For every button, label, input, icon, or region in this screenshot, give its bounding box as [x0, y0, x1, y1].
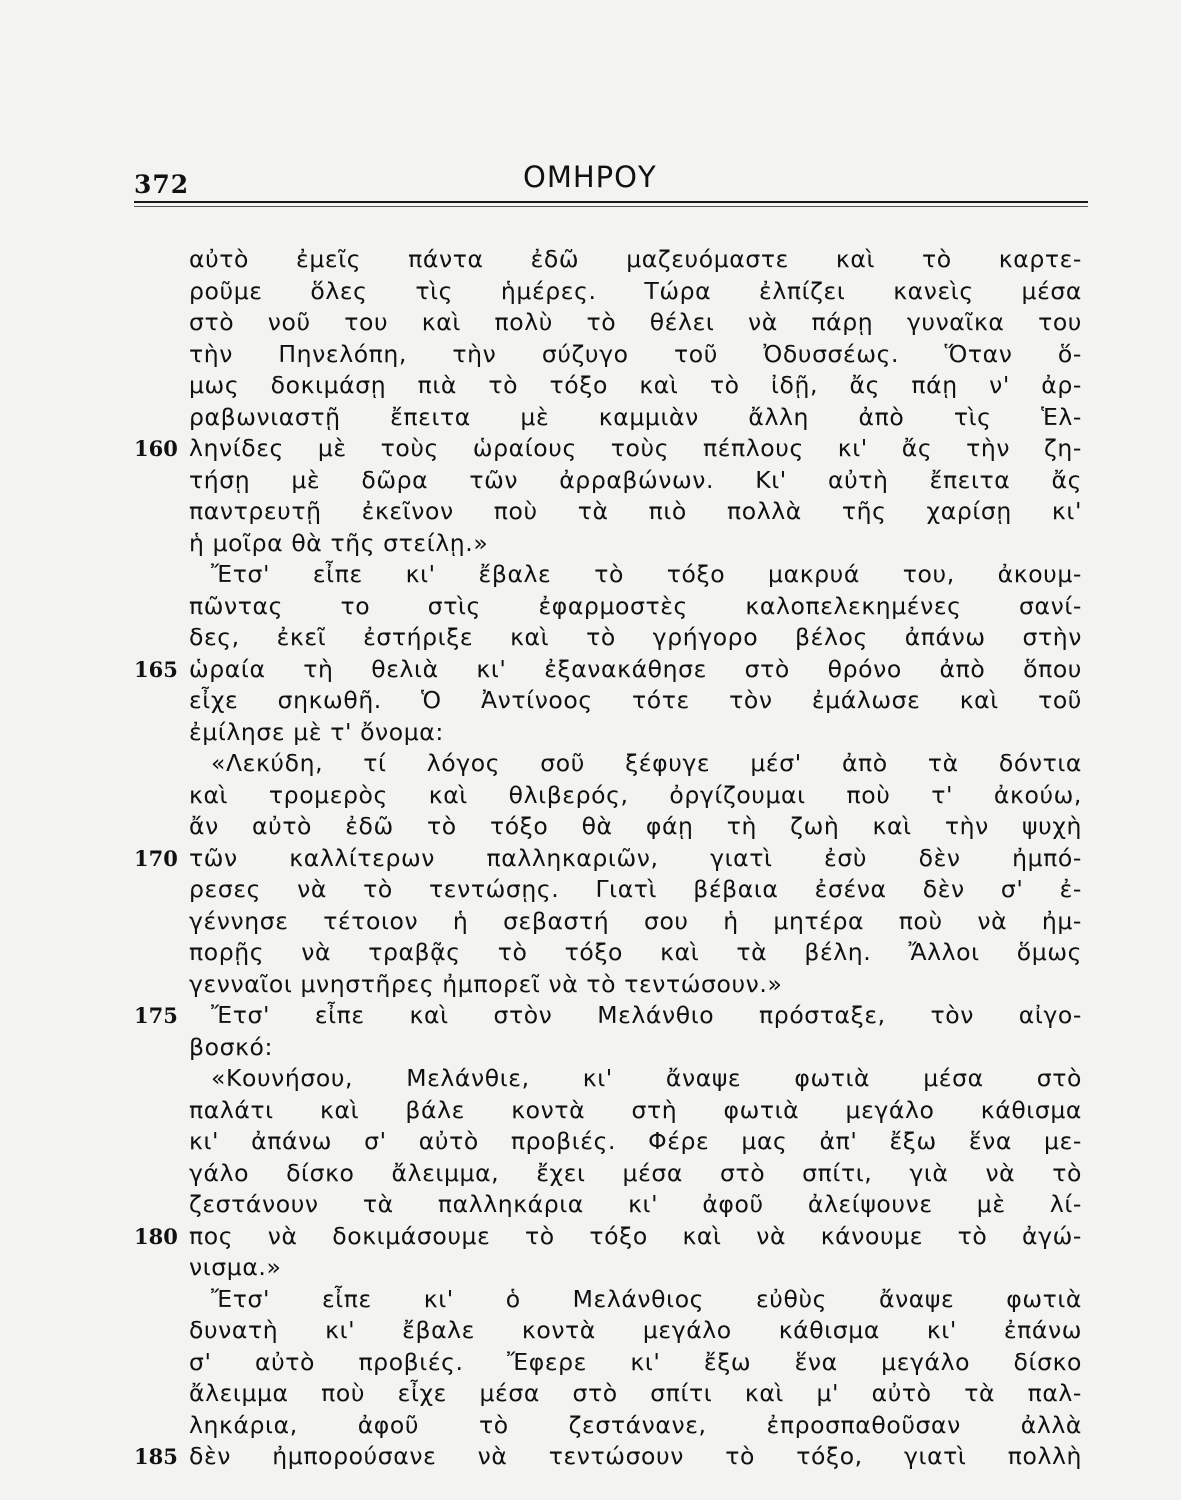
line-text: ἄν αὐτὸ ἐδῶ τὸ τόξο θὰ φάῃ τὴ ζωὴ καὶ τὴν ψυχὴ	[189, 812, 1082, 840]
line-text: τὴν Πηνελόπη, τὴν σύζυγο τοῦ Ὀδυσσέως. Ὅταν ὅ-	[189, 339, 1082, 368]
line-text: μως δοκιμάσῃ πιὰ τὸ τόξο καὶ τὸ ἰδῇ, ἄς πάῃ ν' ἀρ-	[189, 371, 1082, 399]
header-rule-thin	[134, 206, 1088, 207]
text-line	[134, 874, 1088, 906]
text-line	[134, 1126, 1088, 1158]
verse-number: 165	[134, 656, 178, 682]
line-text: γάλο δίσκο ἄλειμμα, ἔχει μέσα στὸ σπίτι, γιὰ νὰ τὸ	[189, 1158, 1082, 1187]
text-line	[134, 1378, 1088, 1410]
text-line	[134, 1158, 1088, 1190]
running-head: ΟΜΗΡΟΥ	[523, 160, 657, 194]
text-line	[134, 433, 1088, 465]
text-line	[134, 244, 1088, 276]
line-text: βοσκό:	[189, 1032, 274, 1061]
verse-number: 160	[134, 436, 178, 461]
text-line	[134, 969, 1088, 1001]
line-text: πος νὰ δοκιμάσουμε τὸ τόξο καὶ νὰ κάνουμε τὸ ἀγώ-	[189, 1221, 1082, 1250]
line-text: ἐμίλησε μὲ τ' ὄνομα:	[189, 717, 444, 746]
line-text: δες, ἐκεῖ ἐστήριξε καὶ τὸ γρήγορο βέλος ἀπάνω στὴν	[189, 623, 1082, 651]
verse-number: 175	[134, 1003, 178, 1028]
text-line	[134, 811, 1088, 843]
line-text: ληνίδες μὲ τοὺς ὡραίους τοὺς πέπλους κι' ἄς τὴν ζη-	[189, 434, 1082, 462]
line-text: ὡραία τὴ θελιὰ κι' ἐξανακάθησε στὸ θρόνο ἀπὸ ὅπου	[189, 654, 1082, 683]
line-text: ζεστάνουν τὰ παλληκάρια κι' ἀφοῦ ἀλείψουνε μὲ λί-	[189, 1190, 1082, 1218]
line-text: δὲν ἠμπορούσανε νὰ τεντώσουν τὸ τόξο, γιατὶ πολλὴ	[189, 1442, 1082, 1470]
line-text: παλάτι καὶ βάλε κοντὰ στὴ φωτιὰ μεγάλο κάθισμα	[189, 1095, 1082, 1124]
text-line	[134, 1315, 1088, 1347]
text-line	[134, 307, 1088, 339]
page-number: 372	[134, 170, 190, 199]
text-line	[134, 654, 1088, 686]
line-text: νισμα.»	[189, 1253, 282, 1281]
text-line	[134, 1347, 1088, 1379]
text-line	[134, 1221, 1088, 1253]
line-text: γενναῖοι μνηστῆρες ἠμπορεῖ νὰ τὸ τεντώσουν.»	[189, 969, 783, 998]
line-text: κι' ἀπάνω σ' αὐτὸ προβιές. Φέρε μας ἀπ' ἔξω ἕνα με-	[189, 1127, 1082, 1155]
line-text: εἶχε σηκωθῆ. Ὁ Ἀντίνοος τότε τὸν ἐμάλωσε καὶ τοῦ	[189, 686, 1082, 714]
text-line	[134, 1189, 1088, 1221]
line-text: Ἔτσ' εἶπε κι' ὁ Μελάνθιος εὐθὺς ἄναψε φωτιὰ	[211, 1284, 1082, 1313]
text-line	[134, 496, 1088, 528]
line-text: πορῇς νὰ τραβᾷς τὸ τόξο καὶ τὰ βέλη. Ἄλλοι ὅμως	[189, 938, 1082, 966]
line-text: «Κουνήσου, Μελάνθιε, κι' ἄναψε φωτιὰ μέσα στὸ	[211, 1064, 1082, 1092]
text-line	[134, 1032, 1088, 1064]
header-rule	[134, 201, 1088, 203]
text-line	[134, 685, 1088, 717]
text-line	[134, 1441, 1088, 1473]
body-text	[134, 244, 1088, 1473]
line-text: πῶντας το στὶς ἐφαρμοστὲς καλοπελεκημένες σανί-	[189, 591, 1082, 620]
line-text: Ἔτσ' εἶπε κι' ἔβαλε τὸ τόξο μακρυά του, ἀκουμ-	[211, 560, 1082, 588]
text-line	[134, 402, 1088, 434]
line-text: στὸ νοῦ του καὶ πολὺ τὸ θέλει νὰ πάρῃ γυναῖκα του	[189, 308, 1082, 336]
line-text: αὐτὸ ἐμεῖς πάντα ἐδῶ μαζευόμαστε καὶ τὸ καρτε-	[189, 245, 1082, 273]
verse-number: 170	[134, 845, 178, 871]
line-text: δυνατὴ κι' ἔβαλε κοντὰ μεγάλο κάθισμα κι' ἐπάνω	[189, 1316, 1082, 1344]
text-line	[134, 780, 1088, 812]
text-line	[134, 1252, 1088, 1284]
line-text: γέννησε τέτοιον ἡ σεβαστή σου ἡ μητέρα ποὺ νὰ ἠμ-	[189, 906, 1082, 935]
text-line	[134, 906, 1088, 938]
text-line	[134, 276, 1088, 308]
text-line	[134, 843, 1088, 875]
text-line	[134, 370, 1088, 402]
text-line	[134, 622, 1088, 654]
line-text: τήσῃ μὲ δῶρα τῶν ἀρραβώνων. Κι' αὐτὴ ἔπειτα ἄς	[189, 465, 1082, 494]
line-text: Ἔτσ' εἶπε καὶ στὸν Μελάνθιο πρόσταξε, τὸν αἰγο-	[211, 1001, 1082, 1029]
text-line	[134, 748, 1088, 780]
text-line	[134, 717, 1088, 749]
line-text: ληκάρια, ἀφοῦ τὸ ζεστάνανε, ἐπροσπαθοῦσαν ἀλλὰ	[189, 1410, 1082, 1439]
line-text: ἄλειμμα ποὺ εἶχε μέσα στὸ σπίτι καὶ μ' αὐτὸ τὰ παλ-	[189, 1379, 1082, 1407]
verse-number: 185	[134, 1444, 178, 1469]
line-text: ροῦμε ὅλες τὶς ἡμέρες. Τώρα ἐλπίζει κανεὶς μέσα	[189, 276, 1082, 305]
line-text: ρεσες νὰ τὸ τεντώσῃς. Γιατὶ βέβαια ἐσένα δὲν σ' ἐ-	[189, 875, 1082, 903]
text-line	[134, 528, 1088, 560]
line-text: τῶν καλλίτερων παλληκαριῶν, γιατὶ ἐσὺ δὲν ἠμπό-	[189, 843, 1082, 872]
line-text: ραβωνιαστῇ ἔπειτα μὲ καμμιὰν ἄλλη ἀπὸ τὶς Ἑλ-	[189, 402, 1082, 431]
text-line	[134, 559, 1088, 591]
line-text: σ' αὐτὸ προβιές. Ἔφερε κι' ἔξω ἕνα μεγάλο δίσκο	[189, 1347, 1082, 1376]
text-line	[134, 591, 1088, 623]
text-line	[134, 1284, 1088, 1316]
line-text: «Λεκύδη, τί λόγος σοῦ ξέφυγε μέσ' ἀπὸ τὰ δόντια	[211, 749, 1082, 777]
text-line	[134, 339, 1088, 371]
line-text: ἡ μοῖρα θὰ τῆς στείλῃ.»	[189, 528, 489, 557]
verse-number: 180	[134, 1223, 178, 1249]
text-line	[134, 1063, 1088, 1095]
line-text: καὶ τρομερὸς καὶ θλιβερός, ὀργίζουμαι ποὺ τ' ἀκούω,	[189, 780, 1082, 809]
text-line	[134, 1410, 1088, 1442]
text-line	[134, 1000, 1088, 1032]
text-line	[134, 937, 1088, 969]
text-line	[134, 1095, 1088, 1127]
text-line	[134, 465, 1088, 497]
line-text: παντρευτῇ ἐκεῖνον ποὺ τὰ πιὸ πολλὰ τῆς χαρίσῃ κι'	[189, 497, 1082, 525]
